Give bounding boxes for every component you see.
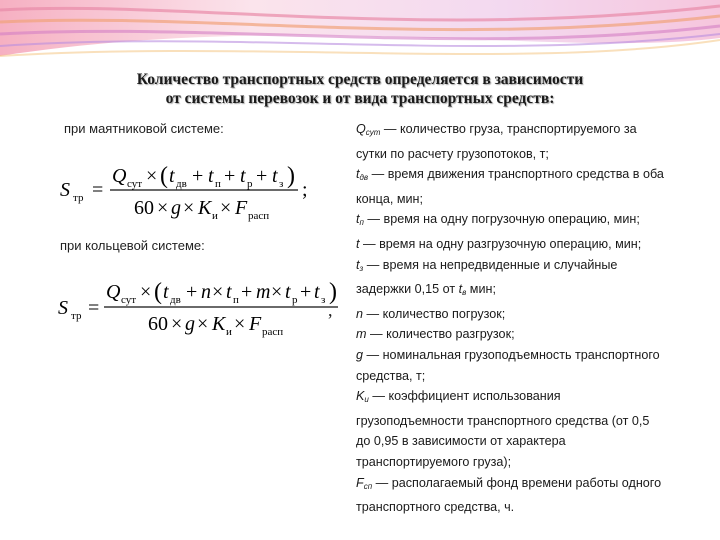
f1-k-sub: и bbox=[212, 210, 218, 222]
definition-symbol: F bbox=[356, 475, 364, 490]
f1-times: × bbox=[146, 165, 158, 187]
f2-f-sub: расп bbox=[262, 326, 284, 338]
definition-symbol-subscript: з bbox=[359, 263, 364, 273]
definition-symbol-subscript: в bbox=[462, 288, 467, 298]
f1-t2: t bbox=[208, 165, 214, 187]
ring-system-label: при кольцевой системе: bbox=[60, 238, 205, 253]
definition-text: мин; bbox=[466, 282, 496, 297]
definition-symbol: m bbox=[356, 327, 367, 342]
f1-t2-sub: п bbox=[215, 178, 221, 190]
title-line-1: Количество транспортных средств определяется в зависимости bbox=[136, 71, 584, 88]
header-banner bbox=[0, 0, 720, 70]
definition-text: — номинальная грузоподъемность транспортного bbox=[363, 347, 660, 362]
f2-times-den3: × bbox=[234, 313, 246, 335]
definition-symbol: t bbox=[356, 236, 360, 251]
definition-line bbox=[356, 119, 706, 144]
definition-symbol: t bbox=[356, 257, 360, 272]
definition-symbol-subscript: сп bbox=[363, 481, 373, 491]
f2-k-sub: и bbox=[226, 326, 232, 338]
f1-t4-sub: з bbox=[279, 178, 284, 190]
definition-text: — время на непредвиденные и случайные bbox=[363, 257, 618, 272]
definition-symbol: g bbox=[356, 347, 364, 362]
definition-symbol-subscript: сут bbox=[365, 128, 381, 137]
definition-text: — время движения транспортного средства в оба bbox=[368, 167, 664, 182]
definition-text: средства, т; bbox=[356, 368, 426, 383]
f2-end: , bbox=[328, 300, 333, 320]
f2-times-m: × bbox=[271, 281, 283, 303]
variable-definitions bbox=[356, 119, 706, 518]
definition-symbol: K bbox=[356, 389, 365, 404]
definition-line bbox=[356, 431, 706, 452]
f2-t2: t bbox=[226, 281, 232, 303]
definition-text: — количество груза, транспортируемого за bbox=[380, 122, 637, 136]
f1-paren-close: ) bbox=[287, 163, 295, 189]
f2-t3: t bbox=[285, 281, 291, 303]
f1-lhs-sub: тр bbox=[73, 192, 84, 204]
f1-t1: t bbox=[169, 165, 175, 187]
definition-line bbox=[356, 473, 706, 498]
f1-k: K bbox=[198, 197, 212, 219]
definition-text: до 0,95 в зависимости от характера bbox=[356, 434, 566, 449]
f2-t4: t bbox=[314, 281, 320, 303]
f2-n: n bbox=[201, 281, 211, 303]
f2-den-num: 60 bbox=[148, 313, 168, 335]
f2-q-sub: сут bbox=[121, 294, 137, 306]
slide-title bbox=[60, 70, 660, 108]
definition-symbol-subscript: и bbox=[364, 395, 369, 405]
f2-t1: t bbox=[163, 281, 169, 303]
title-line-2: от системы перевозок и от вида транспортных средств: bbox=[165, 90, 555, 107]
f1-eq: = bbox=[92, 179, 104, 201]
definition-text: — время на одну погрузочную операцию, мин; bbox=[363, 212, 640, 227]
definition-line bbox=[356, 144, 706, 165]
f1-plus1: + bbox=[192, 165, 204, 187]
definition-text: грузоподъемности транспортного средства (от 0,5 bbox=[356, 413, 650, 428]
f2-g: g bbox=[185, 313, 195, 335]
definition-text: — количество разгрузок; bbox=[366, 327, 515, 342]
definition-line bbox=[356, 255, 706, 280]
definition-text: транспортного средства, ч. bbox=[356, 500, 515, 515]
definition-text: задержки 0,15 от bbox=[356, 282, 459, 297]
f2-plus3: + bbox=[300, 281, 312, 303]
definition-text: — располагаемый фонд времени работы одного bbox=[372, 475, 662, 490]
f2-times: × bbox=[140, 281, 152, 303]
f2-lhs: S bbox=[58, 297, 68, 319]
f1-times-den3: × bbox=[220, 197, 232, 219]
definition-line bbox=[356, 386, 706, 411]
definition-text: — количество погрузок; bbox=[363, 306, 506, 321]
definition-line bbox=[356, 366, 706, 387]
f1-f: F bbox=[235, 197, 248, 219]
definition-line bbox=[356, 209, 706, 234]
definition-text: конца, мин; bbox=[356, 191, 423, 206]
f2-lhs-sub: тр bbox=[71, 310, 82, 322]
definition-text: сутки по расчету грузопотоков, т; bbox=[356, 146, 549, 161]
definition-line bbox=[356, 324, 706, 345]
definition-text: — коэффициент использования bbox=[368, 389, 561, 404]
f1-lhs: S bbox=[60, 179, 70, 201]
f2-t4-sub: з bbox=[321, 294, 326, 306]
f1-den-num: 60 bbox=[134, 197, 154, 219]
f2-m: m bbox=[256, 281, 271, 303]
f2-times-den1: × bbox=[171, 313, 183, 335]
definition-symbol: Q bbox=[356, 122, 366, 136]
f2-plus2: + bbox=[241, 281, 253, 303]
definition-line bbox=[356, 411, 706, 432]
f1-times-den2: × bbox=[183, 197, 195, 219]
f2-k: K bbox=[212, 313, 226, 335]
definition-symbol-subscript: дв bbox=[359, 173, 369, 183]
f1-t3: t bbox=[240, 165, 246, 187]
definition-line bbox=[356, 304, 706, 325]
f1-f-sub: расп bbox=[248, 210, 270, 222]
f2-f: F bbox=[249, 313, 262, 335]
f2-times-den2: × bbox=[197, 313, 209, 335]
f2-paren-close: ) bbox=[329, 279, 337, 305]
definition-symbol-subscript: п bbox=[359, 218, 364, 228]
definition-symbol: t bbox=[356, 167, 360, 182]
f1-times-den1: × bbox=[157, 197, 169, 219]
definition-line bbox=[356, 497, 706, 518]
f1-t3-sub: р bbox=[247, 178, 253, 190]
definition-line bbox=[356, 234, 706, 255]
f1-t4: t bbox=[272, 165, 278, 187]
f1-plus2: + bbox=[224, 165, 236, 187]
definition-symbol: t bbox=[458, 282, 463, 297]
f2-eq: = bbox=[88, 297, 100, 319]
f2-plus1: + bbox=[186, 281, 198, 303]
definition-text: транспортируемого груза); bbox=[356, 454, 512, 469]
definition-line bbox=[356, 345, 706, 366]
definition-line bbox=[356, 164, 706, 189]
f1-t1-sub: дв bbox=[176, 178, 187, 190]
f1-q-sub: сут bbox=[127, 178, 143, 190]
f1-paren-open: ( bbox=[160, 163, 168, 189]
definition-line bbox=[356, 189, 706, 210]
f2-t3-sub: р bbox=[292, 294, 298, 306]
f2-paren-open: ( bbox=[154, 279, 162, 305]
f2-times-n: × bbox=[212, 281, 224, 303]
definition-symbol: n bbox=[356, 306, 364, 321]
pendulum-system-label: при маятниковой системе: bbox=[64, 121, 224, 136]
definition-line bbox=[356, 279, 706, 304]
f1-q: Q bbox=[112, 165, 127, 187]
formula-pendulum bbox=[56, 152, 336, 237]
f1-plus3: + bbox=[256, 165, 268, 187]
f2-t2-sub: п bbox=[233, 294, 239, 306]
formula-ring bbox=[44, 268, 344, 353]
definition-line bbox=[356, 452, 706, 473]
f2-t1-sub: дв bbox=[170, 294, 181, 306]
f2-q: Q bbox=[106, 281, 121, 303]
f1-end: ; bbox=[302, 179, 308, 201]
f1-g: g bbox=[171, 197, 181, 219]
definition-text: — время на одну разгрузочную операцию, мин; bbox=[359, 236, 642, 251]
definition-symbol: t bbox=[356, 212, 360, 227]
